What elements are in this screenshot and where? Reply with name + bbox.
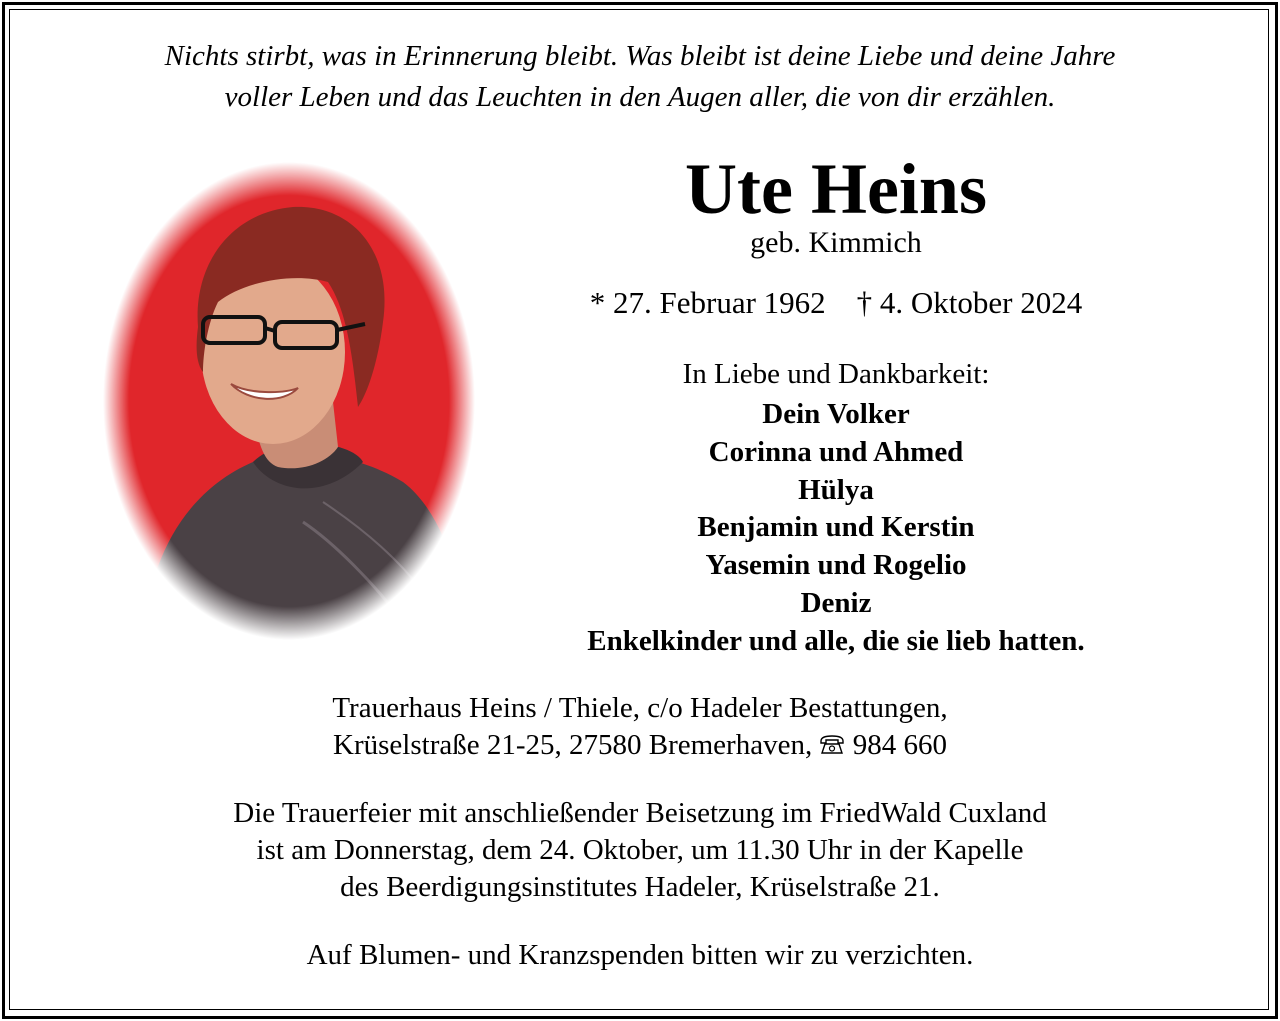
mourner-name: Dein Volker (762, 398, 910, 430)
motto-line-2: voller Leben und das Leuchten in den Augen aller, die von dir erzählen. (224, 81, 1056, 113)
mourner-name: Deniz (800, 586, 872, 619)
mourner-name: Hülya (798, 473, 874, 506)
address-line-1: Trauerhaus Heins / Thiele, c/o Hadeler Bestattungen, (332, 692, 948, 724)
flower-note: Auf Blumen- und Kranzspenden bitten wir zu verzichten. (306, 939, 974, 971)
mourner-name: Corinna und Ahmed (708, 435, 964, 468)
deceased-name: Ute Heins (685, 149, 987, 229)
mourner-name: Yasemin und Rogelio (705, 549, 967, 582)
funeral-line-3: des Beerdigungsinstitutes Hadeler, Krüselstraße 21. (340, 871, 940, 903)
mourner-name: Enkelkinder und alle, die sie lieb hatten. (587, 624, 1085, 657)
funeral-info (0, 795, 1280, 906)
maiden-name: geb. Kimmich (750, 226, 922, 259)
portrait-photo (103, 162, 475, 640)
motto (0, 36, 1280, 118)
birth-date: * 27. Februar 1962 (589, 285, 826, 320)
funeral-line-1: Die Trauerfeier mit anschließender Beisetzung im FriedWald Cuxland (233, 797, 1047, 829)
life-dates (536, 282, 1136, 324)
death-date: † 4. Oktober 2024 (856, 285, 1083, 320)
mourners-list (506, 396, 1166, 661)
mourners-intro: In Liebe und Dankbarkeit: (682, 358, 990, 390)
mourner-name: Benjamin und Kerstin (697, 511, 975, 544)
phone-number: 984 660 (852, 729, 947, 761)
funeral-line-2: ist am Donnerstag, dem 24. Oktober, um 11.30 Uhr in der Kapelle (256, 834, 1024, 866)
address-line-2: Krüselstraße 21-25, 27580 Bremerhaven, 984 660 (333, 729, 947, 761)
mourning-house-address (0, 690, 1280, 764)
telephone-icon (819, 735, 845, 755)
motto-line-1: Nichts stirbt, was in Erinnerung bleibt. Was bleibt ist deine Liebe und deine Jahre (164, 40, 1116, 72)
